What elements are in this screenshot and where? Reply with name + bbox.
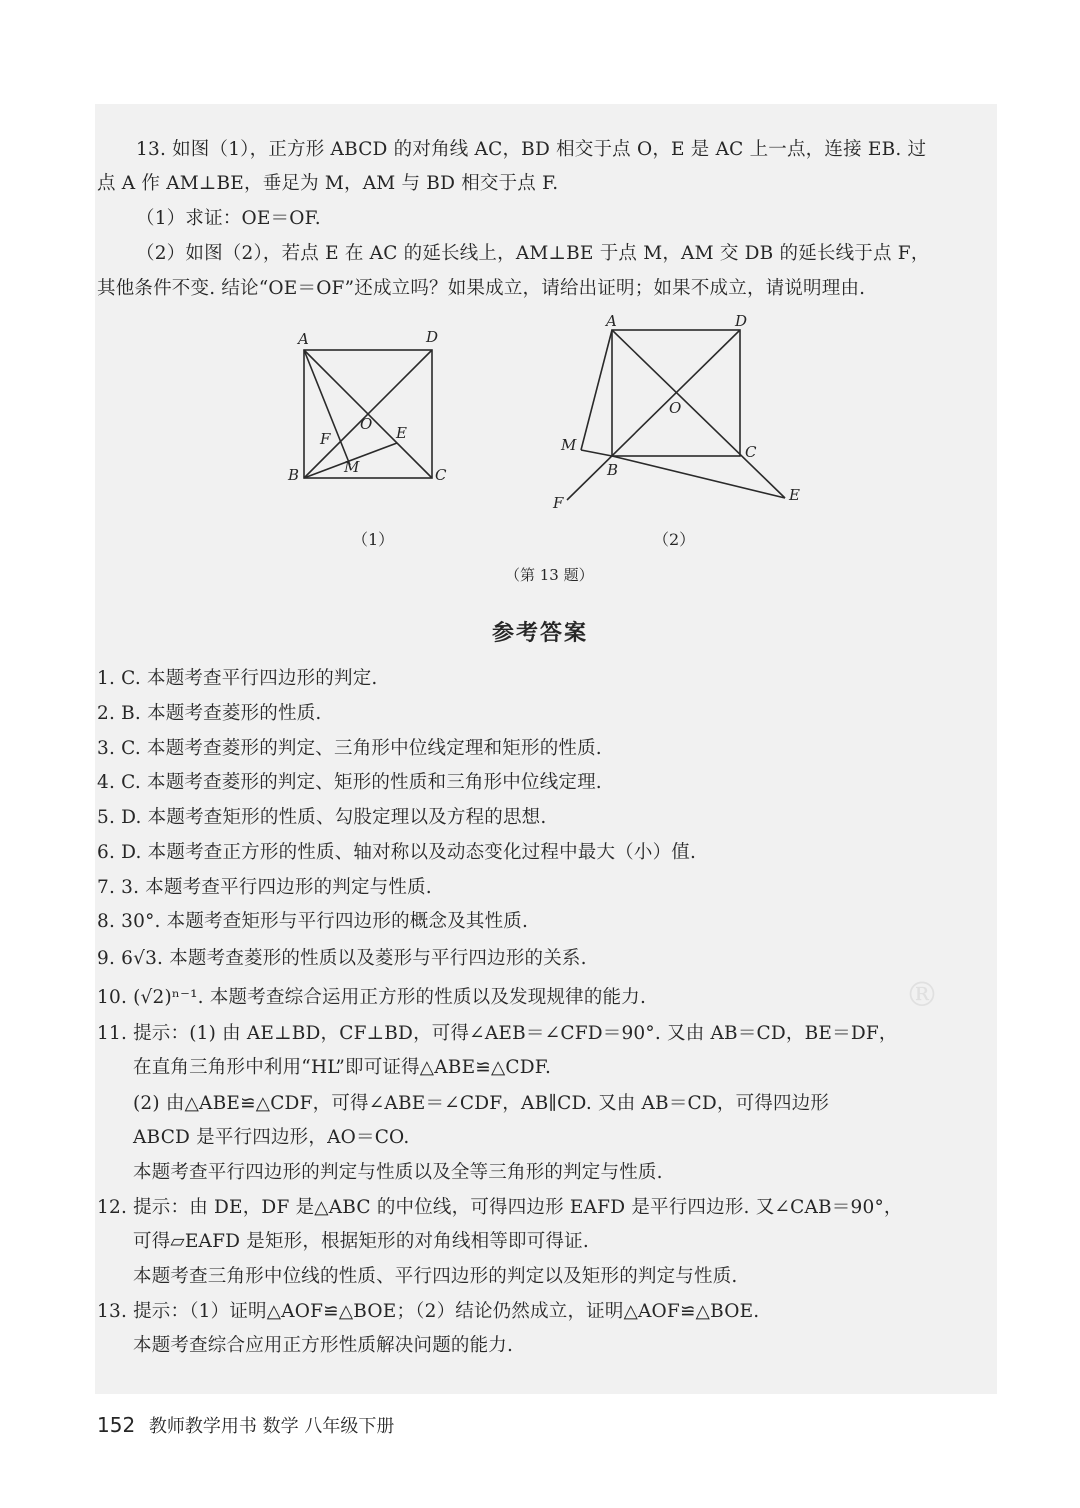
fig2-line-ae [612, 330, 785, 498]
figure-2-caption: （2） [653, 530, 696, 549]
fig2-label-o: O [669, 399, 682, 417]
answer-line: (2) 由△ABE≌△CDF，可得∠ABE＝∠CDF，AB∥CD. 又由 AB＝CD，可得四边形 [133, 1093, 830, 1114]
figure-1-diagram [280, 320, 470, 500]
fig2-segment-am [581, 330, 612, 450]
answer-line: 12. 提示：由 DE，DF 是△ABC 的中位线，可得四边形 EAFD 是平行四边形. 又∠CAB＝90°， [97, 1197, 903, 1218]
fig2-label-e: E [789, 486, 800, 504]
problem-line-3: （1）求证：OE＝OF. [136, 208, 321, 229]
fig2-label-d: D [735, 312, 748, 330]
fig1-label-a: A [298, 330, 309, 348]
answer-line: 本题考查三角形中位线的性质、平行四边形的判定以及矩形的判定与性质. [133, 1266, 738, 1287]
answer-line: 5. D. 本题考查矩形的性质、勾股定理以及方程的思想. [97, 807, 547, 828]
registered-mark-icon: ® [905, 975, 939, 1015]
answer-line: 9. 6√3. 本题考查菱形的性质以及菱形与平行四边形的关系. [97, 948, 587, 969]
page-footer [97, 1412, 394, 1438]
answer-line: 在直角三角形中利用“HL”即可证得△ABE≌△CDF. [133, 1057, 552, 1078]
fig2-label-m: M [561, 436, 577, 454]
answer-line: 本题考查平行四边形的判定与性质以及全等三角形的判定与性质. [133, 1162, 663, 1183]
answers-title: 参考答案 [491, 621, 588, 646]
answer-line: 13. 提示：（1）证明△AOF≌△BOE；（2）结论仍然成立，证明△AOF≌△BOE. [97, 1301, 760, 1322]
answer-line: 本题考查综合应用正方形性质解决问题的能力. [133, 1335, 514, 1356]
fig2-segment-mb [581, 450, 612, 456]
answer-line: 11. 提示：(1) 由 AE⊥BD，CF⊥BD，可得∠AEB＝∠CFD＝90°. 又由 AB＝CD，BE＝DF， [97, 1023, 898, 1044]
answer-line: ABCD 是平行四边形，AO＝CO. [133, 1127, 410, 1148]
fig2-line-df [567, 330, 740, 500]
problem-line-1: 13. 如图（1），正方形 ABCD 的对角线 AC，BD 相交于点 O，E 是 AC 上一点，连接 EB. 过 [136, 139, 927, 160]
answer-line: 4. C. 本题考查菱形的判定、矩形的性质和三角形中位线定理. [97, 772, 602, 793]
answer-line: 8. 30°. 本题考查矩形与平行四边形的概念及其性质. [97, 911, 529, 932]
fig1-label-o: O [360, 415, 373, 433]
book-title: 教师教学用书 数学 八年级下册 [148, 1416, 395, 1437]
fig2-label-f: F [553, 494, 564, 512]
fig1-label-e: E [396, 424, 407, 442]
figure-caption: （第 13 题） [505, 566, 594, 584]
fig2-label-b: B [607, 461, 619, 479]
problem-line-2: 点 A 作 AM⊥BE，垂足为 M，AM 与 BD 相交于点 F. [97, 173, 559, 194]
figure-1-caption: （1） [352, 530, 395, 549]
figure-2-diagram [545, 308, 815, 518]
answer-line: 1. C. 本题考查平行四边形的判定. [97, 668, 378, 689]
fig2-segment-be [612, 456, 785, 498]
fig1-label-f: F [320, 430, 331, 448]
problem-line-5: 其他条件不变. 结论“OE＝OF”还成立吗？如果成立，请给出证明；如果不成立，请说明理由. [97, 278, 866, 299]
answer-line: 6. D. 本题考查正方形的性质、轴对称以及动态变化过程中最大（小）值. [97, 842, 697, 863]
fig2-label-c: C [745, 443, 757, 461]
fig1-label-d: D [426, 328, 439, 346]
page-number: 152 [97, 1413, 136, 1437]
answer-line: 7. 3. 本题考查平行四边形的判定与性质. [97, 877, 432, 898]
answer-line: 可得▱EAFD 是矩形，根据矩形的对角线相等即可得证. [133, 1231, 589, 1252]
fig1-label-b: B [288, 466, 300, 484]
answer-line: 10. (√2)ⁿ⁻¹. 本题考查综合运用正方形的性质以及发现规律的能力. [97, 987, 647, 1008]
fig2-label-a: A [606, 312, 617, 330]
fig1-label-m: M [344, 458, 360, 476]
fig1-label-c: C [435, 466, 447, 484]
answer-line: 2. B. 本题考查菱形的性质. [97, 703, 322, 724]
answer-line: 3. C. 本题考查菱形的判定、三角形中位线定理和矩形的性质. [97, 738, 602, 759]
problem-line-4: （2）如图（2），若点 E 在 AC 的延长线上，AM⊥BE 于点 M，AM 交 DB 的延长线于点 F， [136, 243, 930, 264]
